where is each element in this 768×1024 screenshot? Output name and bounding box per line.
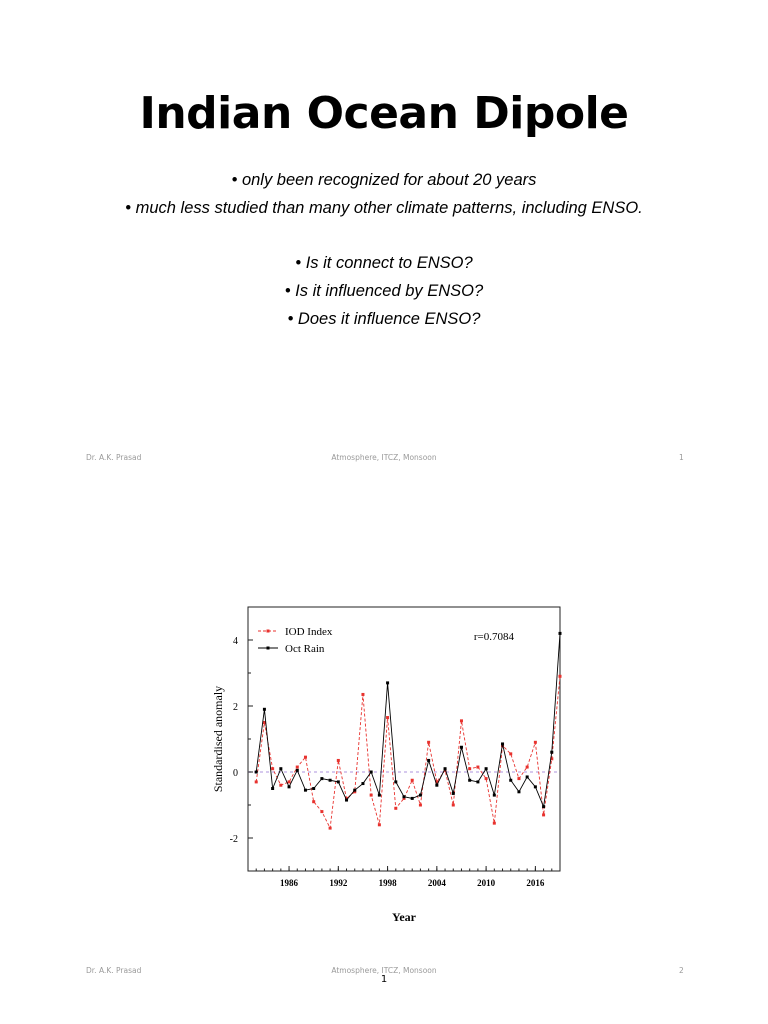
iod-index-point — [452, 804, 455, 807]
oct-rain-point — [296, 769, 299, 772]
bullet-5: • Does it influence ENSO? — [287, 310, 481, 328]
iod-index-point — [271, 767, 274, 770]
footer-left-1: Dr. A.K. Prasad — [86, 453, 142, 462]
oct-rain-point — [427, 759, 430, 762]
iod-index-point — [279, 784, 282, 787]
bullet-1: • only been recognized for about 20 years — [231, 171, 537, 189]
oct-rain-point — [304, 789, 307, 792]
iod-index-point — [411, 779, 414, 782]
legend-iod-marker — [267, 630, 270, 633]
y-tick-label: 0 — [233, 768, 238, 779]
oct-rain-point — [509, 779, 512, 782]
iod-index-line — [256, 676, 560, 828]
iod-index-point — [468, 767, 471, 770]
x-axis-label: Year — [392, 910, 416, 924]
iod-index-point — [304, 756, 307, 759]
oct-rain-point — [493, 794, 496, 797]
oct-rain-point — [460, 746, 463, 749]
iod-index-point — [288, 780, 291, 783]
iod-index-point — [485, 777, 488, 780]
oct-rain-point — [444, 767, 447, 770]
iod-index-point — [296, 766, 299, 769]
iod-index-point — [419, 804, 422, 807]
bullet-2: • much less studied than many other climate patterns, including ENSO. — [125, 199, 643, 217]
oct-rain-point — [559, 632, 562, 635]
iod-index-point — [329, 827, 332, 830]
x-tick-label: 2010 — [477, 878, 496, 888]
oct-rain-point — [378, 794, 381, 797]
iod-index-point — [320, 810, 323, 813]
iod-index-point — [394, 807, 397, 810]
iod-index-point — [427, 741, 430, 744]
x-tick-label: 1998 — [378, 878, 397, 888]
oct-rain-point — [403, 795, 406, 798]
footer-center-1: Atmosphere, ITCZ, Monsoon — [331, 453, 437, 462]
iod-index-point — [386, 716, 389, 719]
iod-index-point — [378, 823, 381, 826]
footer-center-2: Atmosphere, ITCZ, Monsoon — [331, 966, 437, 975]
footer-right-2: 2 — [679, 966, 684, 975]
oct-rain-point — [337, 780, 340, 783]
iod-index-point — [526, 766, 529, 769]
legend-iod-label: IOD Index — [285, 626, 333, 638]
legend-rain-label: Oct Rain — [285, 643, 325, 655]
oct-rain-point — [263, 708, 266, 711]
oct-rain-point — [419, 794, 422, 797]
correlation-annotation: r=0.7084 — [473, 631, 514, 643]
footer-right-1: 1 — [679, 453, 684, 462]
oct-rain-point — [550, 751, 553, 754]
oct-rain-point — [411, 797, 414, 800]
oct-rain-point — [329, 779, 332, 782]
oct-rain-point — [517, 790, 520, 793]
oct-rain-point — [452, 792, 455, 795]
oct-rain-point — [353, 789, 356, 792]
y-tick-label: 4 — [233, 636, 238, 647]
oct-rain-point — [361, 782, 364, 785]
legend-rain-marker — [267, 647, 270, 650]
iod-index-point — [559, 675, 562, 678]
iod-index-point — [493, 822, 496, 825]
iod-index-point — [542, 813, 545, 816]
iod-index-point — [509, 752, 512, 755]
iod-index-point — [517, 777, 520, 780]
iod-index-point — [476, 766, 479, 769]
x-tick-label: 1992 — [329, 878, 348, 888]
oct-rain-point — [468, 779, 471, 782]
iod-index-point — [460, 719, 463, 722]
iod-index-point — [534, 741, 537, 744]
slide-title: Indian Ocean Dipole — [139, 88, 629, 139]
oct-rain-point — [271, 787, 274, 790]
iod-index-point — [312, 800, 315, 803]
y-tick-label: -2 — [229, 834, 238, 845]
oct-rain-point — [312, 787, 315, 790]
oct-rain-point — [320, 777, 323, 780]
iod-chart — [200, 595, 580, 935]
oct-rain-point — [255, 771, 258, 774]
oct-rain-point — [501, 742, 504, 745]
iod-index-point — [255, 780, 258, 783]
oct-rain-point — [542, 805, 545, 808]
oct-rain-point — [394, 780, 397, 783]
oct-rain-point — [345, 799, 348, 802]
oct-rain-point — [526, 775, 529, 778]
oct-rain-line — [256, 633, 560, 806]
iod-index-point — [370, 794, 373, 797]
oct-rain-point — [435, 784, 438, 787]
iod-index-point — [361, 693, 364, 696]
x-tick-label: 2016 — [526, 878, 545, 888]
x-tick-label: 1986 — [280, 878, 299, 888]
bullet-3: • Is it connect to ENSO? — [295, 254, 473, 272]
footer-left-2: Dr. A.K. Prasad — [86, 966, 142, 975]
oct-rain-point — [279, 767, 282, 770]
x-tick-label: 2004 — [427, 878, 446, 888]
oct-rain-point — [288, 785, 291, 788]
oct-rain-point — [370, 771, 373, 774]
legend — [258, 626, 333, 655]
oct-rain-point — [485, 767, 488, 770]
page-number: 1 — [380, 974, 388, 985]
oct-rain-point — [476, 780, 479, 783]
bullet-4: • Is it influenced by ENSO? — [284, 282, 484, 300]
oct-rain-point — [534, 785, 537, 788]
oct-rain-point — [386, 681, 389, 684]
iod-index-point — [337, 759, 340, 762]
y-axis-label: Standardised anomaly — [211, 685, 225, 793]
y-tick-label: 2 — [233, 702, 238, 713]
